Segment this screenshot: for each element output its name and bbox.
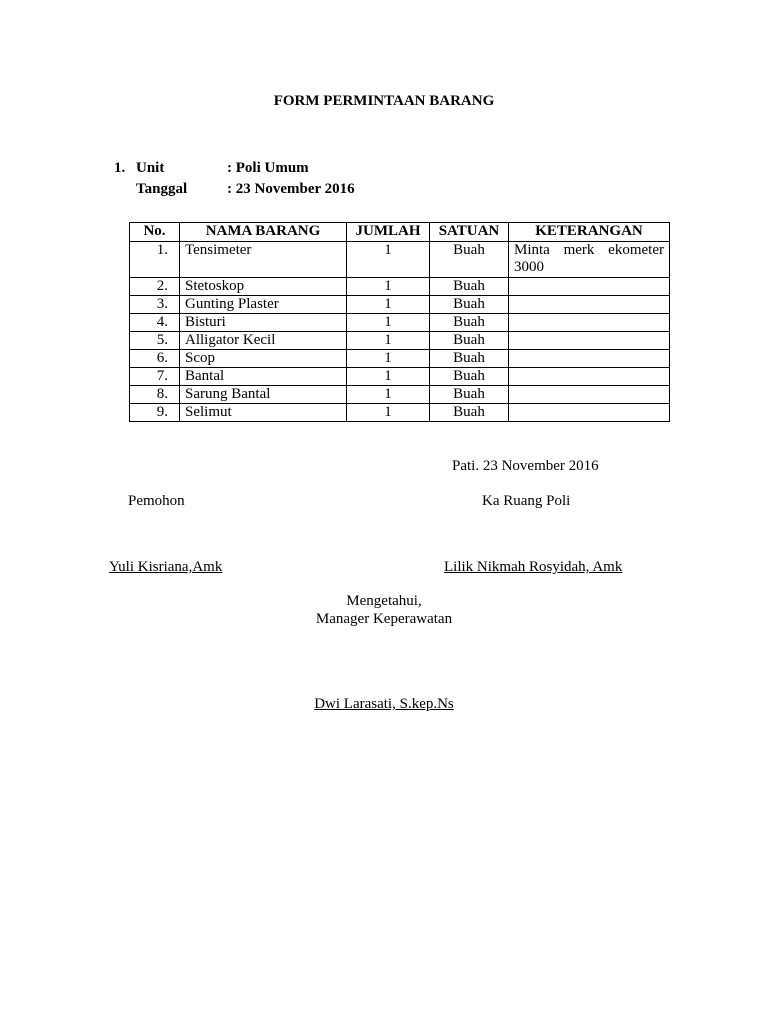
applicant-role: Pemohon xyxy=(128,493,185,509)
row-item-name: Alligator Kecil xyxy=(180,332,347,350)
row-notes xyxy=(509,386,670,404)
head-role: Ka Ruang Poli xyxy=(482,493,571,509)
row-item-name: Sarung Bantal xyxy=(180,386,347,404)
date-label: Tanggal xyxy=(136,181,188,197)
header-no: No. xyxy=(130,223,180,242)
table-row xyxy=(130,242,670,278)
table-header-row xyxy=(130,223,670,242)
section-number: 1. xyxy=(114,160,126,176)
row-unit: Buah xyxy=(430,350,509,368)
table-row xyxy=(130,314,670,332)
table-row xyxy=(130,386,670,404)
row-quantity: 1 xyxy=(347,368,430,386)
row-unit: Buah xyxy=(430,368,509,386)
row-unit: Buah xyxy=(430,314,509,332)
form-title: FORM PERMINTAAN BARANG xyxy=(273,93,495,109)
row-unit: Buah xyxy=(430,332,509,350)
row-item-name: Bantal xyxy=(180,368,347,386)
row-notes xyxy=(509,242,670,278)
row-item-name: Bisturi xyxy=(180,314,347,332)
table-row xyxy=(130,332,670,350)
row-unit: Buah xyxy=(430,296,509,314)
head-name: Lilik Nikmah Rosyidah, Amk xyxy=(444,559,623,575)
unit-value: : Poli Umum xyxy=(227,160,309,176)
unit-label: Unit xyxy=(136,160,165,176)
row-item-name: Gunting Plaster xyxy=(180,296,347,314)
row-item-name: Stetoskop xyxy=(180,278,347,296)
row-notes xyxy=(509,350,670,368)
row-unit: Buah xyxy=(430,404,509,422)
row-item-name: Scop xyxy=(180,350,347,368)
row-no: 6. xyxy=(130,350,180,368)
applicant-name: Yuli Kisriana,Amk xyxy=(109,559,223,575)
place-date: Pati. 23 November 2016 xyxy=(452,458,599,474)
acknowledged-label: Mengetahui, xyxy=(346,593,422,609)
row-no: 9. xyxy=(130,404,180,422)
table-row xyxy=(130,350,670,368)
header-item-name: NAMA BARANG xyxy=(180,223,347,242)
row-quantity: 1 xyxy=(347,296,430,314)
row-quantity: 1 xyxy=(347,242,430,278)
row-item-name: Tensimeter xyxy=(180,242,347,278)
row-no: 8. xyxy=(130,386,180,404)
row-notes xyxy=(509,368,670,386)
row-quantity: 1 xyxy=(347,278,430,296)
row-quantity: 1 xyxy=(347,350,430,368)
row-no: 3. xyxy=(130,296,180,314)
row-unit: Buah xyxy=(430,242,509,278)
table-row xyxy=(130,368,670,386)
row-notes xyxy=(509,404,670,422)
row-unit: Buah xyxy=(430,386,509,404)
row-notes xyxy=(509,314,670,332)
manager-role: Manager Keperawatan xyxy=(315,611,453,627)
manager-name-wrap xyxy=(0,696,768,713)
row-unit: Buah xyxy=(430,278,509,296)
row-notes xyxy=(509,296,670,314)
table-row xyxy=(130,404,670,422)
row-quantity: 1 xyxy=(347,314,430,332)
table-row xyxy=(130,296,670,314)
row-notes xyxy=(509,332,670,350)
row-quantity: 1 xyxy=(347,404,430,422)
row-quantity: 1 xyxy=(347,332,430,350)
row-notes-text: Minta merk ekometer 3000 xyxy=(514,242,664,275)
manager-name: Dwi Larasati, S.kep.Ns xyxy=(314,696,454,712)
header-unit: SATUAN xyxy=(430,223,509,242)
row-no: 2. xyxy=(130,278,180,296)
row-item-name: Selimut xyxy=(180,404,347,422)
row-notes xyxy=(509,278,670,296)
row-no: 4. xyxy=(130,314,180,332)
row-no: 7. xyxy=(130,368,180,386)
row-no: 5. xyxy=(130,332,180,350)
date-value: : 23 November 2016 xyxy=(227,181,355,197)
row-quantity: 1 xyxy=(347,386,430,404)
header-notes: KETERANGAN xyxy=(509,223,670,242)
items-table xyxy=(129,222,670,422)
header-quantity: JUMLAH xyxy=(347,223,430,242)
table-row xyxy=(130,278,670,296)
row-no: 1. xyxy=(130,242,180,278)
